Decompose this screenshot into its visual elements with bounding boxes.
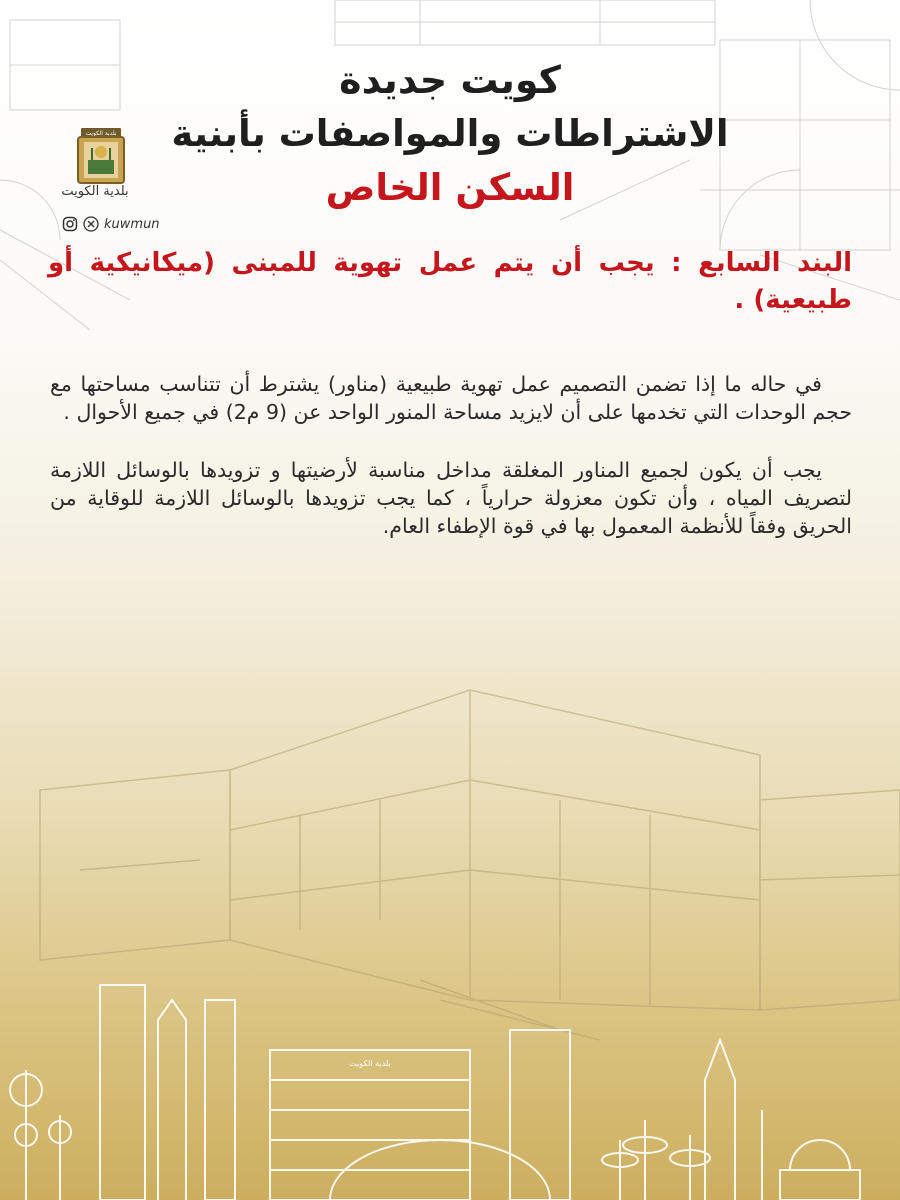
logo-caption: بلدية الكويت [61, 184, 129, 199]
clause-text: يجب أن يتم عمل تهوية للمبنى (ميكانيكية أو طبيعية) . [48, 248, 852, 315]
social-handle[interactable]: kuwmun [104, 216, 160, 232]
body-paragraph-2: يجب أن يكون لجميع المناور المغلقة مداخل مناسبة لأرضيتها و تزويدها بالوسائل اللازمة لتصريف المياه ، وأن تكون معزولة حرارياً ، كما يجب تزويدها بالوسائل اللازمة للوقاية من الحريق وفقاً للأنظمة المعمول بها في قوة الإطفاء العام. [50, 458, 852, 538]
logo-seal-text: بلدية الكويت [85, 130, 117, 137]
title-line-3: السكن الخاص [325, 166, 575, 209]
title-line-2: الاشتراطات والمواصفات بأبنية [171, 112, 729, 155]
title-line-1: كويت جديدة [339, 58, 561, 102]
building-sign: بلدية الكويت [349, 1059, 391, 1068]
body-paragraph-1: في حاله ما إذا تضمن التصميم عمل تهوية طبيعية (مناور) يشترط أن تتناسب مساحتها مع حجم الوحدات التي تخدمها على أن لايزيد مساحة المنور الواحد عن (9 م2) في جميع الأحوال . [50, 372, 852, 424]
clause-heading: البند السابع : [671, 248, 852, 278]
